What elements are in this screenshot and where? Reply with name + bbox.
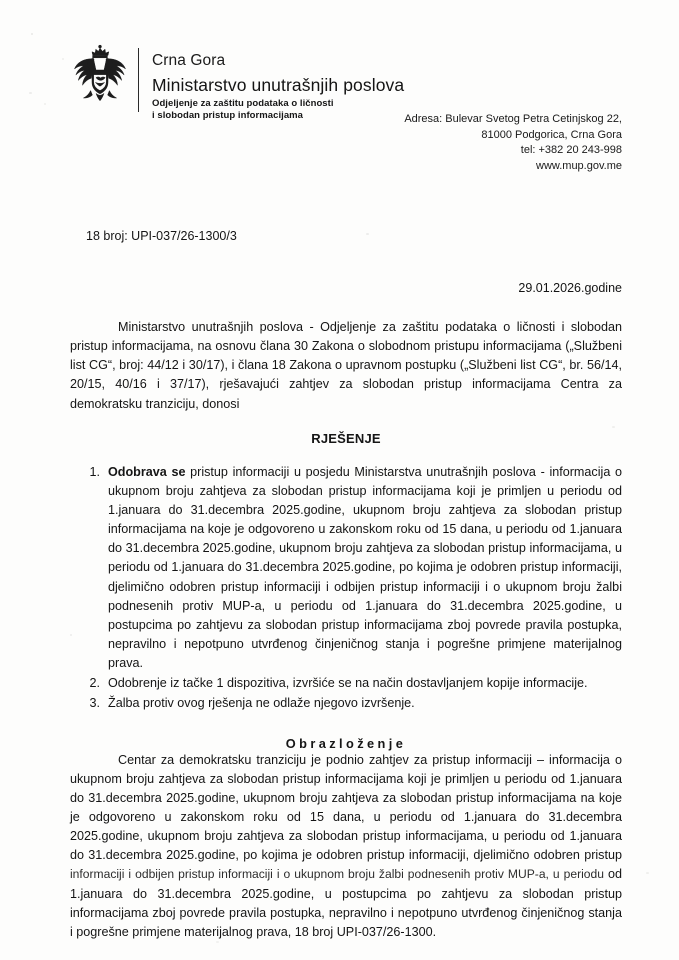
explanation-faded-line: informaciji i odbijen pristup informaciji i o ukupnom broju žalbi podnesenih protiv MUP-a, u periodu: [70, 867, 608, 882]
country-name: Crna Gora: [152, 52, 226, 69]
address-street: Adresa: Bulevar Svetog Petra Cetinjskog 22,: [404, 113, 622, 125]
department-name: [152, 98, 404, 123]
explanation-paragraph: [70, 751, 622, 942]
explanation-part-1: Centar za demokratsku tranziciju je podnio zahtjev za pristup informaciji – informacija o ukupnom broju zahtjeva za slobodan pristup informacijama koji je primljen u periodu od 1.januara do 31.decembra 2025.godine, ukupnom broju zahtjeva za slobodan pristup informacijama na koje je odgovoreno u zakonskom roku od 15 dana, u periodu od 1.januara do 31.decembra 2025.godine, ukupnom broju zahtjeva za slobodan pristup informacijama, u periodu od 1.januara do 31.decembra 2025.godine, po kojima je odobren pristup informaciji, djelimično odobren pristup: [70, 752, 622, 863]
decision-item-text: Odobrenje iz tačke 1 dispozitiva, izvršiće se na način dostavljanjem kopije informacije.: [108, 676, 588, 691]
decision-item-text: pristup informaciji u posjedu Ministarstva unutrašnjih poslova - informacija o ukupnom broju zahtjeva za slobodan pristup informacijama koji je primljen u periodu od 1.januara do 31.decembra 2025.godine, ukupnom broju zahtjeva za slobodan pristup informacijama na koje je odgovoreno u zakonskom roku od 15 dana, u periodu od 1.januara do 31.decembra 2025.godine, ukupnom broju zahtjeva za slobodan pristup informacijama, u periodu od 1.januara do 31.decembra 2025.godine, po kojima je odobren pristup informaciji, djelimično odobren pristup informaciji i odbijen pristup informaciji i o ukupnom broju žalbi podnesenih protiv MUP-a, u periodu od 1.januara do 31.decembra 2025.godine, u postupcima po zahtjevu za slobodan pristup informacijama zboj povrede pravila postupka, nepravilno i nepotpuno utvrđenog činjeničnog stanja i pogrešne primjene materijalnog prava.: [108, 464, 622, 671]
scan-speck: [366, 233, 369, 235]
letterhead: [72, 44, 404, 123]
scan-speck: [646, 872, 649, 874]
explanation-part-2: od 1.januara do 31.decembra 2025.godine, u postupcima po zahtjevu za slobodan pristup informacijama zboj povrede pravila postupka, nepravilno i nepotpuno utvrđenog činjeničnog stanja i pogrešne primjene materijalnog prava, 18 broj UPI-037/26-1300.: [70, 867, 622, 939]
ministry-name: Ministarstvo unutrašnjih poslova: [152, 74, 405, 95]
address-block: [404, 112, 622, 174]
scan-speck: [31, 33, 33, 35]
organization-block: [152, 44, 404, 123]
scan-speck: [44, 103, 46, 105]
address-phone: tel: +382 20 243-998: [520, 144, 622, 157]
decision-item-text: Žalba protiv ovog rješenja ne odlaže njegovo izvršenje.: [108, 696, 415, 711]
department-line-1: Odjeljenje za zaštitu podataka o ličnosti: [152, 97, 334, 109]
scan-speck: [62, 58, 64, 60]
document-date: 29.01.2026.godine: [518, 281, 622, 295]
decision-items-list: [70, 463, 622, 714]
document-body: [70, 318, 622, 942]
explanation-heading: Obrazloženje: [285, 735, 407, 751]
intro-paragraph: Ministarstvo unutrašnjih poslova - Odjeljenje za zaštitu podataka o ličnosti i slobodan pristup informacijama, na osnovu člana 30 Zakona o slobodnom pristupu informacijama („Službeni list CG“, broj: 44/12 i 30/17), i člana 18 Zakona o upravnom postupku („Službeni list CG“, br. 56/14, 20/15, 40/16 i 37/17), rješavajući zahtjev za slobodan pristup informacijama Centra za demokratsku tranziciju, donosi: [70, 320, 622, 411]
decision-heading: RJEŠENJE: [311, 430, 381, 446]
reference-number: 18 broj: UPI-037/26-1300/3: [86, 229, 237, 243]
montenegro-coat-of-arms-icon: [72, 44, 128, 112]
department-line-2: i slobodan pristup informacijama: [152, 110, 303, 122]
address-city: 81000 Podgorica, Crna Gora: [481, 128, 622, 141]
decision-item: [106, 674, 622, 693]
address-website: www.mup.gov.me: [536, 159, 622, 172]
header-divider: [138, 48, 139, 112]
scan-speck: [29, 92, 32, 94]
decision-item: [106, 694, 622, 713]
decision-item: [106, 463, 622, 674]
decision-item-lead: Odobrava se: [108, 464, 186, 479]
